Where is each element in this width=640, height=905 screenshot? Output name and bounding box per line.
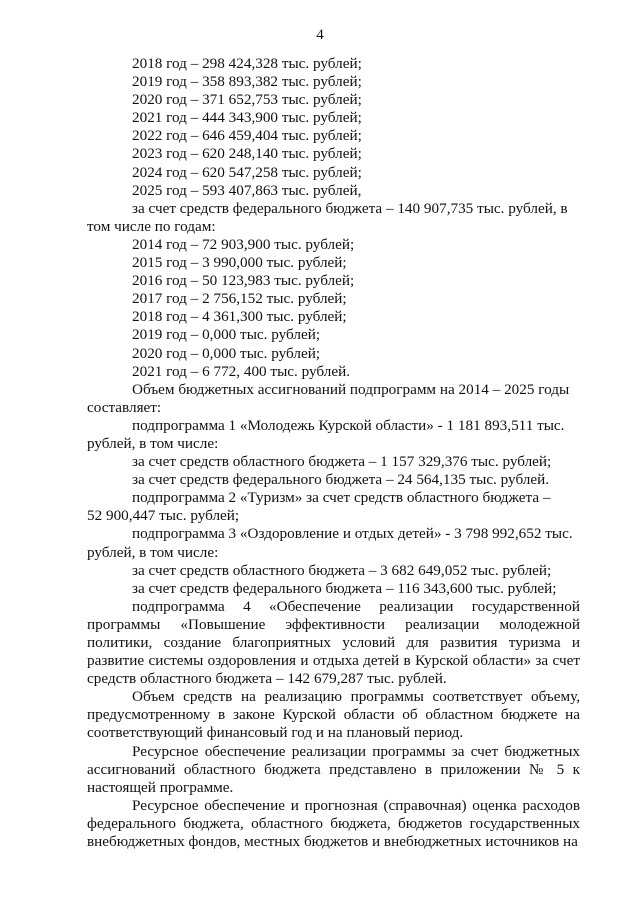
year-line: 2020 год – 371 652,753 тыс. рублей;	[132, 91, 362, 109]
subprogram-3-regional: за счет средств областного бюджета – 3 682 649,052 тыс. рублей;	[132, 561, 552, 579]
subprogram-3-cont: рублей, в том числе:	[87, 543, 219, 561]
subprogram-1: подпрограмма 1 «Молодежь Курской области» - 1 181 893,511 тыс.	[132, 416, 565, 434]
year-line: 2019 год – 358 893,382 тыс. рублей;	[132, 73, 362, 91]
year-line: 2015 год – 3 990,000 тыс. рублей;	[132, 254, 347, 272]
subprogram-1-regional: за счет средств областного бюджета – 1 157 329,376 тыс. рублей;	[132, 453, 552, 471]
subprogram-4: подпрограмма 4 «Обеспечение реализации государственной программы «Повышение эффективности реализации молодежной политики, создание благоприятных условий для развития туризма и развитие системы оздоровления и отдыха детей в Курской области» за счет средств областного бюджета – 142 679,287 тыс. рублей.	[87, 597, 580, 688]
year-line: 2018 год – 4 361,300 тыс. рублей;	[132, 308, 347, 326]
paragraph-forecast: Ресурсное обеспечение и прогнозная (справочная) оценка расходов федерального бюджета, областного бюджета, бюджетов государственных внебюджетных фондов, местных бюджетов и внебюджетных источников на	[87, 796, 580, 851]
paragraph-resource: Ресурсное обеспечение реализации программы за счет бюджетных ассигнований областного бюджета представлено в приложении № 5 к настоящей программе.	[87, 742, 580, 796]
year-line: 2022 год – 646 459,404 тыс. рублей;	[132, 127, 362, 145]
volume-heading: Объем бюджетных ассигнований подпрограмм на 2014 – 2025 годы	[132, 380, 570, 398]
subprogram-2-cont: 52 900,447 тыс. рублей;	[87, 507, 240, 525]
document-body	[87, 55, 580, 851]
year-line: 2024 год – 620 547,258 тыс. рублей;	[132, 163, 362, 181]
years-total-list	[87, 55, 580, 200]
years-federal-list	[87, 236, 580, 381]
year-line: 2016 год – 50 123,983 тыс. рублей;	[132, 272, 355, 290]
subprogram-1-cont: рублей, в том числе:	[87, 434, 219, 452]
year-line: 2017 год – 2 756,152 тыс. рублей;	[132, 290, 347, 308]
page-number: 4	[316, 27, 324, 43]
year-line: 2023 год – 620 248,140 тыс. рублей;	[132, 145, 362, 163]
volume-heading-cont: составляет:	[87, 398, 162, 416]
year-line: 2014 год – 72 903,900 тыс. рублей;	[132, 235, 355, 253]
subprogram-2: подпрограмма 2 «Туризм» за счет средств областного бюджета –	[132, 489, 551, 507]
year-line: 2020 год – 0,000 тыс. рублей;	[132, 344, 321, 362]
year-line: 2021 год – 6 772, 400 тыс. рублей.	[132, 362, 350, 380]
subprogram-3-federal: за счет средств федерального бюджета – 116 343,600 тыс. рублей;	[132, 579, 557, 597]
federal-intro-cont: том числе по годам:	[87, 217, 216, 235]
paragraph-volume: Объем средств на реализацию программы соответствует объему, предусмотренному в законе Курской области об областном бюджете на соответствующий финансовый год и на плановый период.	[87, 688, 580, 742]
year-line: 2018 год – 298 424,328 тыс. рублей;	[132, 55, 362, 72]
year-line: 2019 год – 0,000 тыс. рублей;	[132, 326, 321, 344]
year-line: 2025 год – 593 407,863 тыс. рублей,	[132, 181, 362, 199]
year-line: 2021 год – 444 343,900 тыс. рублей;	[132, 109, 362, 127]
subprogram-3: подпрограмма 3 «Оздоровление и отдых детей» - 3 798 992,652 тыс.	[132, 525, 573, 543]
federal-intro: за счет средств федерального бюджета – 140 907,735 тыс. рублей, в	[132, 199, 568, 217]
subprogram-1-federal: за счет средств федерального бюджета – 24 564,135 тыс. рублей.	[132, 471, 550, 489]
